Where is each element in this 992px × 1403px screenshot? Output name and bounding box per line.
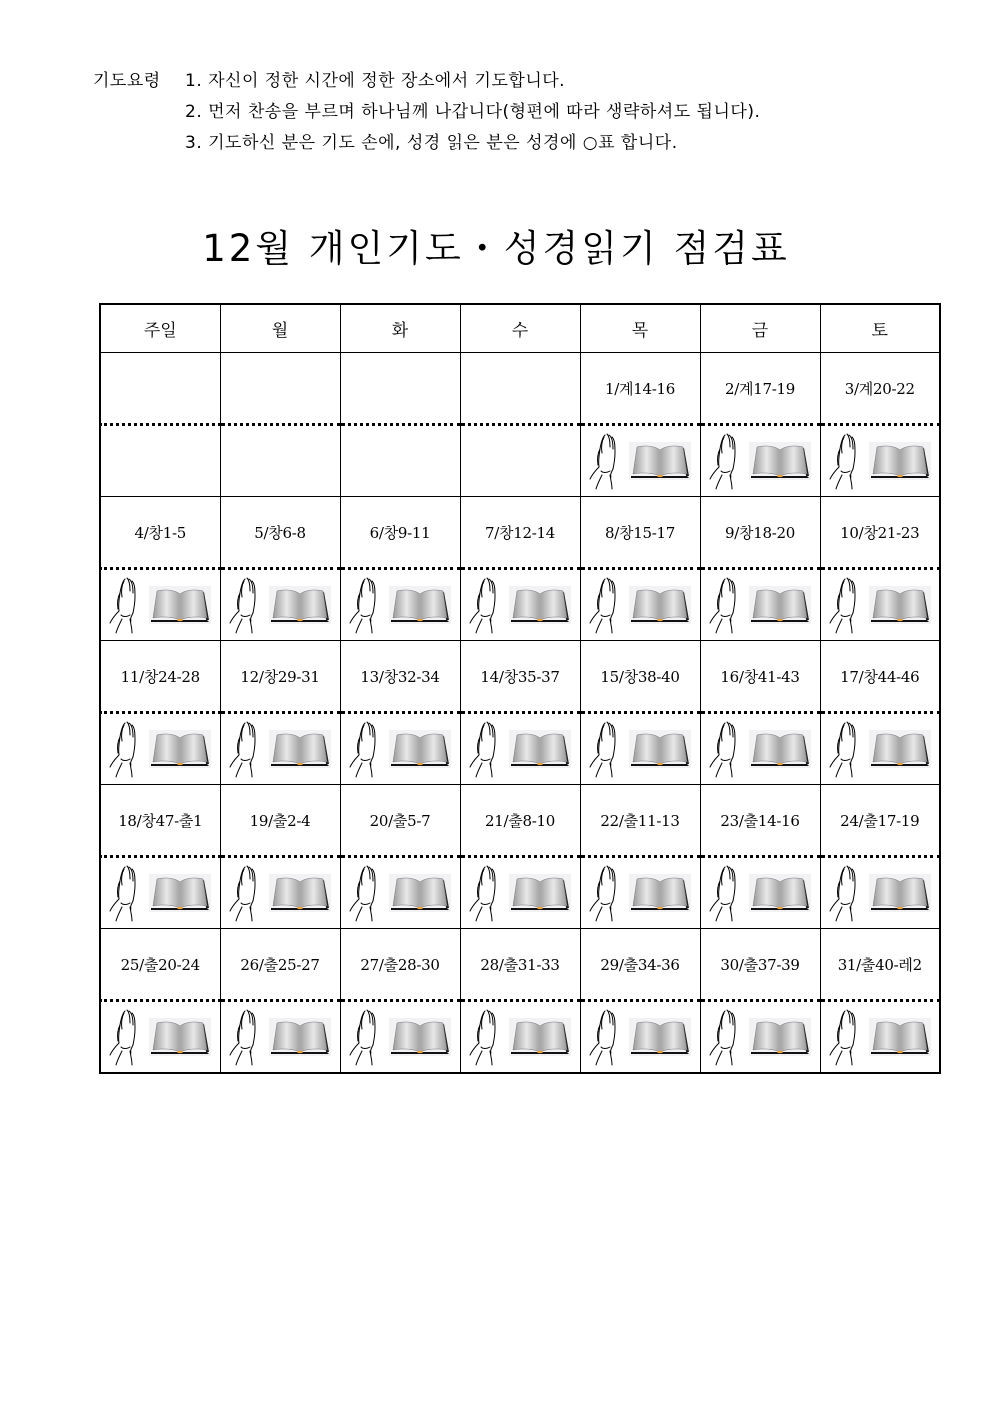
open-bible-icon[interactable] bbox=[869, 586, 931, 624]
praying-hands-icon[interactable] bbox=[109, 1007, 143, 1067]
instruction-line-1 bbox=[93, 66, 760, 97]
check-cell[interactable] bbox=[820, 425, 940, 497]
praying-hands-icon[interactable] bbox=[829, 1007, 863, 1067]
check-cell[interactable] bbox=[700, 713, 820, 785]
open-bible-icon[interactable] bbox=[869, 442, 931, 480]
check-cell[interactable] bbox=[220, 569, 340, 641]
open-bible-icon[interactable] bbox=[629, 586, 691, 624]
check-cell[interactable] bbox=[580, 713, 700, 785]
open-bible-icon[interactable] bbox=[269, 730, 331, 768]
praying-hands-icon[interactable] bbox=[349, 1007, 383, 1067]
instruction-text: 1. 자신이 정한 시간에 정한 장소에서 기도합니다. bbox=[185, 71, 566, 91]
praying-hands-icon[interactable] bbox=[709, 719, 743, 779]
reading-cell: 10/창21-23 bbox=[820, 497, 940, 569]
check-cell[interactable] bbox=[460, 857, 580, 929]
open-bible-icon[interactable] bbox=[509, 586, 571, 624]
check-cell[interactable] bbox=[340, 1001, 460, 1074]
open-bible-icon[interactable] bbox=[749, 442, 811, 480]
open-bible-icon[interactable] bbox=[269, 1018, 331, 1056]
check-cell[interactable] bbox=[220, 713, 340, 785]
open-bible-icon[interactable] bbox=[149, 1018, 211, 1056]
reading-row bbox=[100, 353, 940, 425]
reading-cell: 29/출34-36 bbox=[580, 929, 700, 1001]
praying-hands-icon[interactable] bbox=[589, 575, 623, 635]
reading-cell: 20/출5-7 bbox=[340, 785, 460, 857]
check-row bbox=[100, 569, 940, 641]
praying-hands-icon[interactable] bbox=[589, 719, 623, 779]
open-bible-icon[interactable] bbox=[629, 442, 691, 480]
check-icons bbox=[701, 714, 820, 784]
praying-hands-icon[interactable] bbox=[349, 719, 383, 779]
check-icons bbox=[341, 570, 460, 640]
check-cell[interactable] bbox=[100, 857, 220, 929]
reading-cell: 1/계14-16 bbox=[580, 353, 700, 425]
check-cell[interactable] bbox=[340, 569, 460, 641]
header-friday: 금 bbox=[700, 304, 820, 353]
open-bible-icon[interactable] bbox=[389, 730, 451, 768]
praying-hands-icon[interactable] bbox=[709, 575, 743, 635]
check-cell[interactable] bbox=[460, 713, 580, 785]
open-bible-icon[interactable] bbox=[269, 874, 331, 912]
check-icons bbox=[221, 570, 340, 640]
check-icons bbox=[581, 426, 700, 496]
open-bible-icon[interactable] bbox=[629, 1018, 691, 1056]
open-bible-icon[interactable] bbox=[869, 730, 931, 768]
open-bible-icon[interactable] bbox=[149, 874, 211, 912]
open-bible-icon[interactable] bbox=[509, 730, 571, 768]
check-cell[interactable] bbox=[820, 569, 940, 641]
check-icons bbox=[341, 1002, 460, 1072]
praying-hands-icon[interactable] bbox=[349, 575, 383, 635]
header-sunday: 주일 bbox=[100, 304, 220, 353]
check-cell bbox=[220, 425, 340, 497]
header-saturday: 토 bbox=[820, 304, 940, 353]
reading-row bbox=[100, 785, 940, 857]
reading-cell: 18/창47-출1 bbox=[100, 785, 220, 857]
praying-hands-icon[interactable] bbox=[709, 863, 743, 923]
check-cell[interactable] bbox=[100, 1001, 220, 1074]
check-cell[interactable] bbox=[580, 425, 700, 497]
reading-row bbox=[100, 929, 940, 1001]
check-cell bbox=[460, 425, 580, 497]
reading-cell: 2/계17-19 bbox=[700, 353, 820, 425]
open-bible-icon[interactable] bbox=[749, 874, 811, 912]
praying-hands-icon[interactable] bbox=[829, 575, 863, 635]
check-row bbox=[100, 713, 940, 785]
reading-cell: 5/창6-8 bbox=[220, 497, 340, 569]
reading-cell: 6/창9-11 bbox=[340, 497, 460, 569]
reading-cell: 7/창12-14 bbox=[460, 497, 580, 569]
praying-hands-icon[interactable] bbox=[109, 575, 143, 635]
check-cell[interactable] bbox=[820, 713, 940, 785]
check-icons bbox=[701, 426, 820, 496]
praying-hands-icon[interactable] bbox=[469, 719, 503, 779]
check-cell[interactable] bbox=[700, 425, 820, 497]
check-icons bbox=[221, 714, 340, 784]
check-row bbox=[100, 857, 940, 929]
reading-cell: 23/출14-16 bbox=[700, 785, 820, 857]
praying-hands-icon[interactable] bbox=[709, 1007, 743, 1067]
check-icons bbox=[461, 570, 580, 640]
reading-cell: 21/출8-10 bbox=[460, 785, 580, 857]
reading-row bbox=[100, 497, 940, 569]
check-icons bbox=[581, 1002, 700, 1072]
reading-cell: 14/창35-37 bbox=[460, 641, 580, 713]
check-cell[interactable] bbox=[220, 1001, 340, 1074]
check-icons bbox=[461, 858, 580, 928]
check-icons bbox=[821, 1002, 940, 1072]
reading-cell: 9/창18-20 bbox=[700, 497, 820, 569]
check-icons bbox=[101, 570, 220, 640]
open-bible-icon[interactable] bbox=[629, 874, 691, 912]
check-icons bbox=[821, 714, 940, 784]
check-cell[interactable] bbox=[820, 857, 940, 929]
praying-hands-icon[interactable] bbox=[589, 431, 623, 491]
open-bible-icon[interactable] bbox=[389, 586, 451, 624]
check-cell[interactable] bbox=[220, 857, 340, 929]
check-icons bbox=[581, 714, 700, 784]
praying-hands-icon[interactable] bbox=[229, 719, 263, 779]
check-icons bbox=[701, 1002, 820, 1072]
check-cell[interactable] bbox=[460, 569, 580, 641]
open-bible-icon[interactable] bbox=[269, 586, 331, 624]
open-bible-icon[interactable] bbox=[869, 874, 931, 912]
header-wednesday: 수 bbox=[460, 304, 580, 353]
open-bible-icon[interactable] bbox=[629, 730, 691, 768]
praying-hands-icon[interactable] bbox=[469, 863, 503, 923]
check-icons bbox=[821, 570, 940, 640]
check-icons bbox=[821, 858, 940, 928]
open-bible-icon[interactable] bbox=[509, 1018, 571, 1056]
open-bible-icon[interactable] bbox=[509, 874, 571, 912]
open-bible-icon[interactable] bbox=[149, 730, 211, 768]
open-bible-icon[interactable] bbox=[749, 730, 811, 768]
prayer-instructions bbox=[93, 66, 760, 159]
reading-cell: 31/출40-레2 bbox=[820, 929, 940, 1001]
reading-cell: 28/출31-33 bbox=[460, 929, 580, 1001]
instruction-line-2 bbox=[93, 97, 760, 128]
praying-hands-icon[interactable] bbox=[469, 575, 503, 635]
check-icons bbox=[461, 1002, 580, 1072]
check-cell[interactable] bbox=[340, 857, 460, 929]
check-icons bbox=[701, 570, 820, 640]
praying-hands-icon[interactable] bbox=[589, 863, 623, 923]
checklist-table bbox=[99, 303, 941, 1074]
check-icons bbox=[701, 858, 820, 928]
reading-cell: 13/창32-34 bbox=[340, 641, 460, 713]
reading-cell: 24/출17-19 bbox=[820, 785, 940, 857]
check-icons bbox=[101, 714, 220, 784]
reading-cell: 16/창41-43 bbox=[700, 641, 820, 713]
header-monday: 월 bbox=[220, 304, 340, 353]
reading-cell: 3/계20-22 bbox=[820, 353, 940, 425]
check-cell[interactable] bbox=[700, 569, 820, 641]
open-bible-icon[interactable] bbox=[389, 1018, 451, 1056]
check-cell[interactable] bbox=[580, 1001, 700, 1074]
reading-cell: 27/출28-30 bbox=[340, 929, 460, 1001]
praying-hands-icon[interactable] bbox=[349, 863, 383, 923]
reading-cell: 30/출37-39 bbox=[700, 929, 820, 1001]
check-row bbox=[100, 1001, 940, 1074]
check-cell[interactable] bbox=[100, 569, 220, 641]
header-tuesday: 화 bbox=[340, 304, 460, 353]
check-cell bbox=[100, 425, 220, 497]
reading-cell bbox=[100, 353, 220, 425]
check-icons bbox=[101, 858, 220, 928]
praying-hands-icon[interactable] bbox=[709, 431, 743, 491]
check-icons bbox=[341, 714, 460, 784]
check-icons bbox=[221, 858, 340, 928]
praying-hands-icon[interactable] bbox=[589, 1007, 623, 1067]
check-cell[interactable] bbox=[700, 857, 820, 929]
open-bible-icon[interactable] bbox=[149, 586, 211, 624]
reading-cell bbox=[220, 353, 340, 425]
praying-hands-icon[interactable] bbox=[829, 719, 863, 779]
reading-cell: 19/출2-4 bbox=[220, 785, 340, 857]
praying-hands-icon[interactable] bbox=[109, 863, 143, 923]
check-cell[interactable] bbox=[340, 713, 460, 785]
praying-hands-icon[interactable] bbox=[229, 863, 263, 923]
open-bible-icon[interactable] bbox=[749, 1018, 811, 1056]
instructions-prefix: 기도요령 bbox=[93, 71, 161, 91]
header-thursday: 목 bbox=[580, 304, 700, 353]
reading-cell: 26/출25-27 bbox=[220, 929, 340, 1001]
praying-hands-icon[interactable] bbox=[469, 1007, 503, 1067]
reading-cell: 12/창29-31 bbox=[220, 641, 340, 713]
reading-cell: 4/창1-5 bbox=[100, 497, 220, 569]
check-cell bbox=[340, 425, 460, 497]
check-icons bbox=[581, 858, 700, 928]
instruction-text: 2. 먼저 찬송을 부르며 하나님께 나갑니다(형편에 따라 생략하셔도 됩니다). bbox=[185, 102, 761, 122]
check-icons bbox=[461, 714, 580, 784]
instruction-line-3 bbox=[93, 128, 760, 159]
check-icons bbox=[581, 570, 700, 640]
check-cell[interactable] bbox=[460, 1001, 580, 1074]
open-bible-icon[interactable] bbox=[869, 1018, 931, 1056]
check-cell[interactable] bbox=[580, 569, 700, 641]
praying-hands-icon[interactable] bbox=[229, 1007, 263, 1067]
reading-cell: 11/창24-28 bbox=[100, 641, 220, 713]
reading-cell: 17/창44-46 bbox=[820, 641, 940, 713]
check-cell[interactable] bbox=[700, 1001, 820, 1074]
open-bible-icon[interactable] bbox=[749, 586, 811, 624]
praying-hands-icon[interactable] bbox=[229, 575, 263, 635]
reading-cell: 25/출20-24 bbox=[100, 929, 220, 1001]
weekday-header-row bbox=[100, 304, 940, 353]
check-icons bbox=[221, 1002, 340, 1072]
check-icons bbox=[821, 426, 940, 496]
reading-cell bbox=[460, 353, 580, 425]
open-bible-icon[interactable] bbox=[389, 874, 451, 912]
check-row bbox=[100, 425, 940, 497]
page-title: 12월 개인기도・성경읽기 점검표 bbox=[202, 227, 790, 270]
check-icons bbox=[101, 1002, 220, 1072]
instruction-text: 3. 기도하신 분은 기도 손에, 성경 읽은 분은 성경에 ○표 합니다. bbox=[185, 133, 678, 153]
reading-row bbox=[100, 641, 940, 713]
reading-cell: 8/창15-17 bbox=[580, 497, 700, 569]
praying-hands-icon[interactable] bbox=[829, 431, 863, 491]
praying-hands-icon[interactable] bbox=[109, 719, 143, 779]
check-cell[interactable] bbox=[820, 1001, 940, 1074]
reading-cell bbox=[340, 353, 460, 425]
check-cell[interactable] bbox=[580, 857, 700, 929]
check-icons bbox=[341, 858, 460, 928]
check-cell[interactable] bbox=[100, 713, 220, 785]
praying-hands-icon[interactable] bbox=[829, 863, 863, 923]
reading-cell: 22/출11-13 bbox=[580, 785, 700, 857]
reading-cell: 15/창38-40 bbox=[580, 641, 700, 713]
